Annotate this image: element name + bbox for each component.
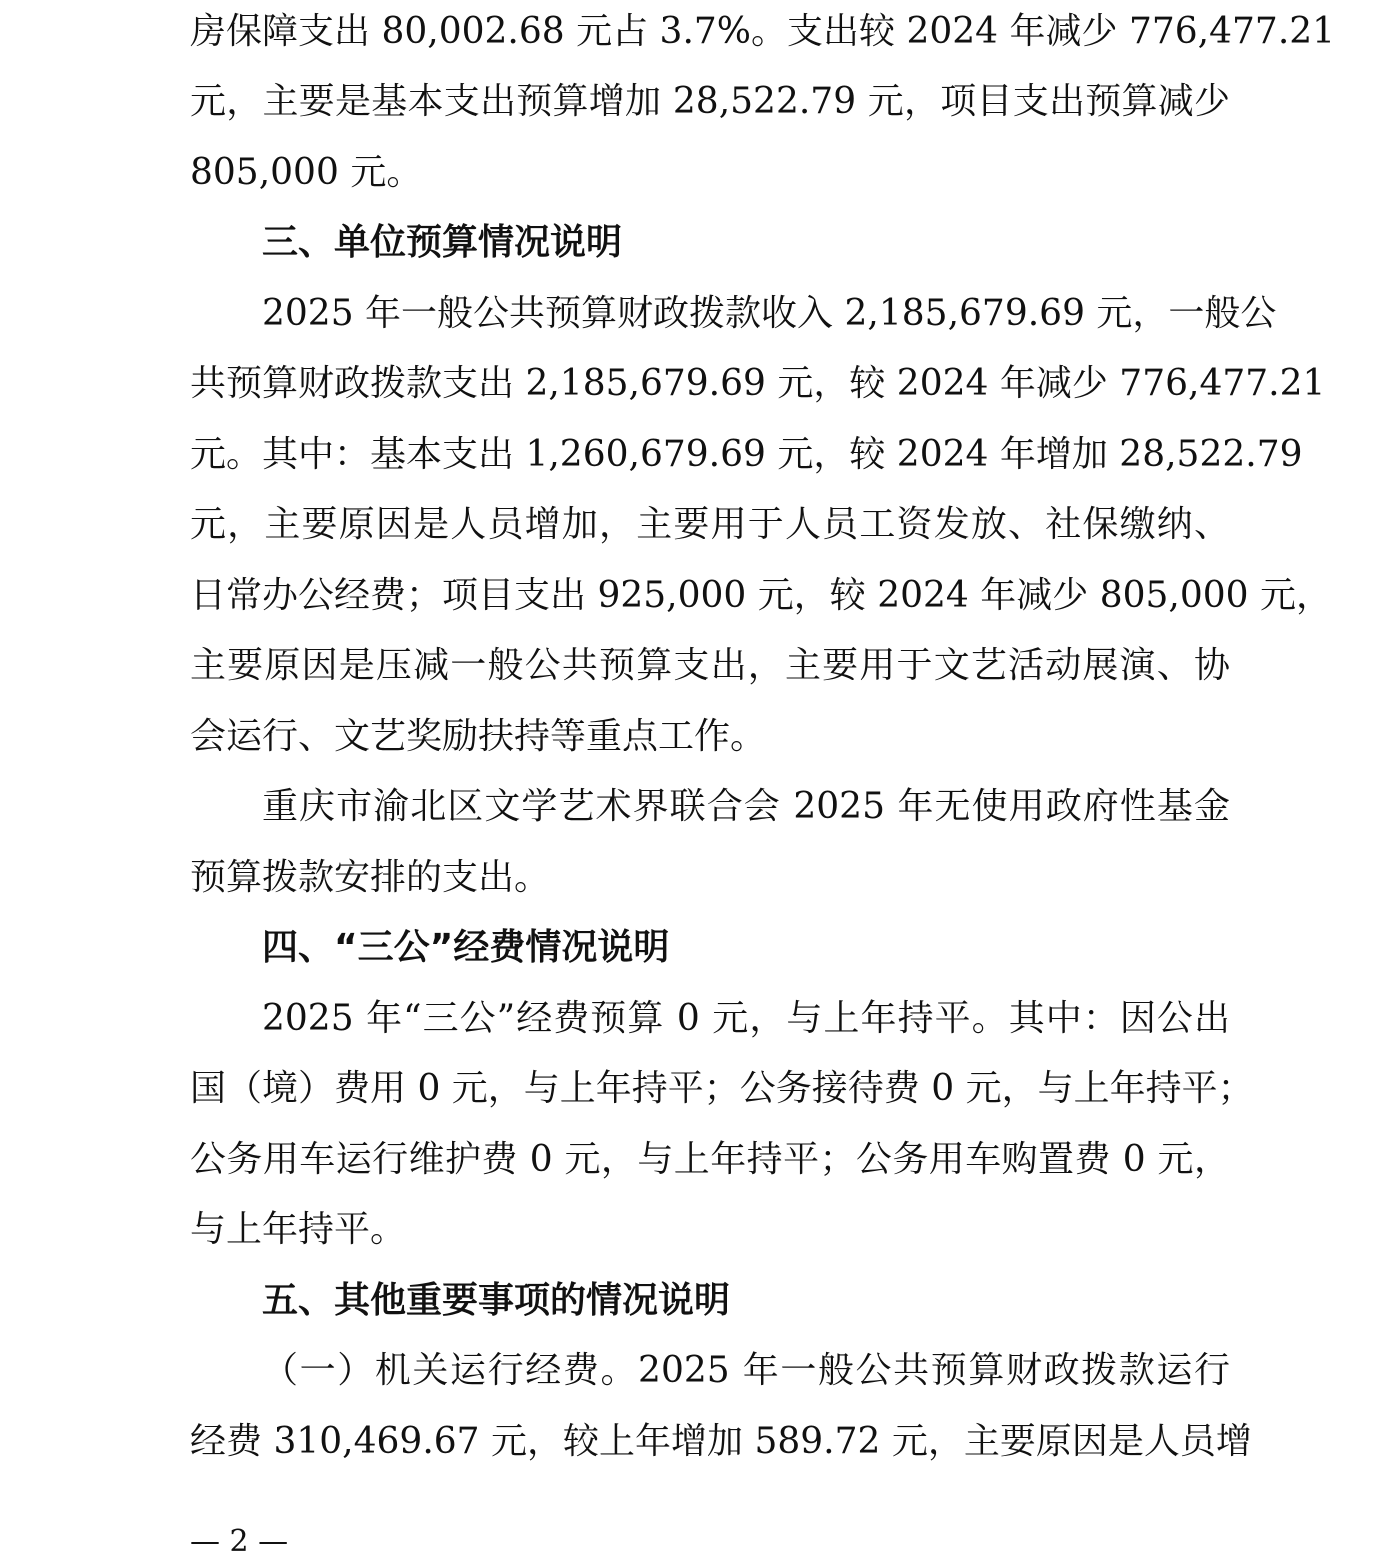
paragraph-line: 公务用车运行维护费 0 元，与上年持平；公务用车购置费 0 元， <box>190 1139 1230 1180</box>
page-number: — 2 — <box>190 1524 289 1559</box>
section-heading-5: 五、其他重要事项的情况说明 <box>262 1280 731 1321</box>
paragraph-line: 2025 年“三公”经费预算 0 元，与上年持平。其中：因公出 <box>262 998 1230 1039</box>
paragraph-line: 重庆市渝北区文学艺术界联合会 2025 年无使用政府性基金 <box>262 786 1230 827</box>
paragraph-line: 元，主要是基本支出预算增加 28,522.79 元，项目支出预算减少 <box>190 81 1230 122</box>
section-heading-3: 三、单位预算情况说明 <box>262 222 623 263</box>
paragraph-line: 主要原因是压减一般公共预算支出，主要用于文艺活动展演、协 <box>190 645 1230 686</box>
paragraph-line: 元。其中：基本支出 1,260,679.69 元，较 2024 年增加 28,522.79 <box>190 434 1303 475</box>
paragraph-line: 共预算财政拨款支出 2,185,679.69 元，较 2024 年减少 776,477.21 <box>190 363 1326 404</box>
paragraph-line: 国（境）费用 0 元，与上年持平；公务接待费 0 元，与上年持平； <box>190 1068 1254 1109</box>
paragraph-line: 2025 年一般公共预算财政拨款收入 2,185,679.69 元，一般公 <box>262 293 1277 334</box>
paragraph-line: 元，主要原因是人员增加，主要用于人员工资发放、社保缴纳、 <box>190 504 1230 545</box>
section-heading-4: 四、“三公”经费情况说明 <box>262 927 670 968</box>
paragraph-line: 预算拨款安排的支出。 <box>190 857 551 898</box>
paragraph-line: 与上年持平。 <box>190 1209 407 1250</box>
paragraph-line: 房保障支出 80,002.68 元占 3.7%。支出较 2024 年减少 776,477.21 <box>190 11 1336 52</box>
paragraph-line: （一）机关运行经费。2025 年一般公共预算财政拨款运行 <box>262 1350 1230 1391</box>
paragraph-line: 日常办公经费；项目支出 925,000 元，较 2024 年减少 805,000 元， <box>190 575 1333 616</box>
paragraph-line: 805,000 元。 <box>190 152 423 193</box>
paragraph-line: 会运行、文艺奖励扶持等重点工作。 <box>190 716 767 757</box>
paragraph-line: 经费 310,469.67 元，较上年增加 589.72 元，主要原因是人员增 <box>190 1421 1252 1462</box>
